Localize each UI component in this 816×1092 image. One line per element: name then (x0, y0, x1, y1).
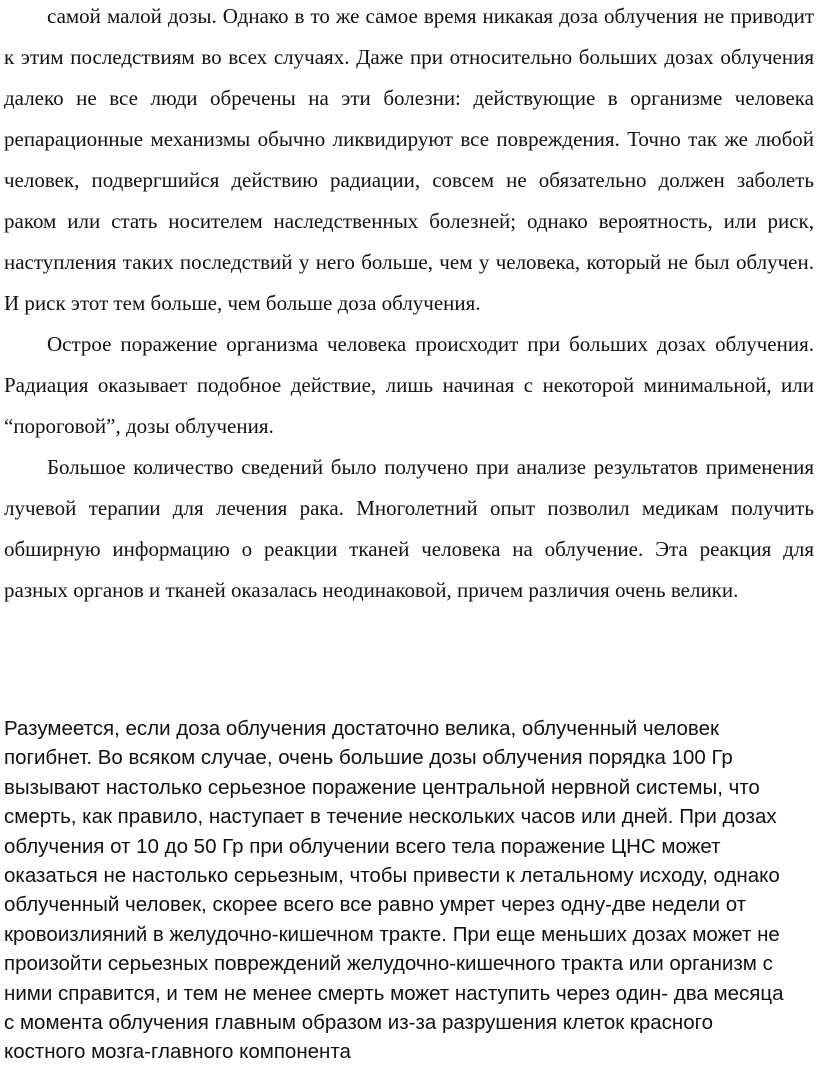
paragraph-1: самой малой дозы. Однако в то же самое время никакая доза облучения не приводит к этим последствиям во всех случаях. Даже при относительно больших дозах облучения далеко не все люди обречены на эти болезни: действующие в организме человека репарационные механизмы обычно ликвидируют все повреждения. Точно так же любой человек, подвергшийся действию радиации, совсем не обязательно должен заболеть раком или стать носителем наследственных болезней; однако вероятность, или риск, наступления таких последствий у него больше, чем у человека, который не был облучен. И риск этот тем больше, чем больше доза облучения. (4, 4, 814, 315)
paragraph-4: Разумеется, если доза облучения достаточно велика, облученный человек погибнет. Во всяком случае, очень большие дозы облучения порядка 100 Гр вызывают настолько серьезное поражение центральной нервной системы, что смерть, как правило, наступает в течение нескольких часов или дней. При дозах облучения от 10 до 50 Гр при облучении всего тела поражение ЦНС может оказаться не настолько серьезным, чтобы привести к летальному исходу, однако облученный человек, скорее всего все равно умрет через одну-две недели от кровоизлияний в желудочно-кишечном тракте. При еще меньших дозах может не произойти серьезных повреждений желудочно-кишечного тракта или организм с ними справится, и тем не менее смерть может наступить через один- два месяца с момента облучения главным образом из-за разрушения клеток красного костного мозга-главного компонента (4, 717, 784, 1064)
paragraph-3: Большое количество сведений было получено при анализе результатов применения лучевой терапии для лечения рака. Многолетний опыт позволил медикам получить обширную информацию о реакции тканей человека на облучение. Эта реакция для разных органов и тканей оказалась неодинаковой, причем различия очень велики. (4, 455, 814, 602)
serif-text-block (4, 0, 814, 611)
paragraph-2: Острое поражение организма человека происходит при больших дозах облучения. Радиация оказывает подобное действие, лишь начиная с некоторой минимальной, или “пороговой”, дозы облучения. (4, 332, 814, 438)
sans-text-block (4, 714, 794, 1067)
